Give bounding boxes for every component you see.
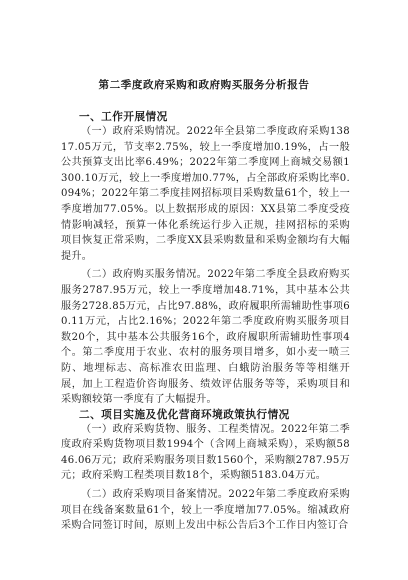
paragraph-purchase-services: （二）政府购买服务情况。2022年第二季度全县政府购买服务2787.95万元，较上一季度增加48.71%，其中基本公共服务2728.85万元，占比97.88%，政府履职所需辅助性事项60.11万元，占比2.16%；2022年第二季度政府购买服务项目数20个，其中基本公共服务16个，政府履职所需辅助性事项4个。第二季度用于农业、农村的服务项目增多，如小麦一喷三防、地埋标志、高标准农田监理、白蛾防治服务等等相继开展，加上工程造价咨询服务、绩效评估服务等等，采购项目和采购额较第一季度有了大幅提升。 <box>61 269 350 406</box>
paragraph-project-filing: （二）政府采购项目备案情况。2022年第二季度政府采购项目在线备案数量61个，较上一季度增加77.05%。缩减政府采购合同签订时间，原则上发出中标公告后3个工作日内签订合 <box>61 489 350 532</box>
paragraph-goods-services-works: （一）政府采购货物、服务、工程类情况。2022年第二季度政府采购货物项目数1994个（含网上商城采购），采购额5846.06万元；政府采购服务项目数1560个，采购额2787.95万元；政府采购工程类项目数18个，采购额5183.04万元。 <box>61 423 350 482</box>
section-heading-2: 二、项目实施及优化营商环境政策执行情况 <box>79 408 290 421</box>
document-body <box>61 110 350 534</box>
section-heading-1: 一、工作开展情况 <box>79 111 168 123</box>
paragraph-procurement: （一）政府采购情况。2022年全县第二季度政府采购13817.05万元，节支率2.75%，较上一季度增加0.19%，占一般公共预算支出比率6.49%；2022年第二季度网上商城交易额1300.10万元，较上一季度增加0.77%，占全部政府采购比率0.094%；2022年第二季度挂网招标项目采购数量61个，较上一季度增加77.05%。以上数据形成的原因：XX县第二季度受疫情影响减轻，预算一体化系统运行步入正规，挂网招标的采购项目恢复正常采购，二季度XX县采购数量和采购金额均有大幅提升。 <box>61 126 350 262</box>
document-title: 第二季度政府采购和政府购买服务分析报告 <box>98 79 310 91</box>
